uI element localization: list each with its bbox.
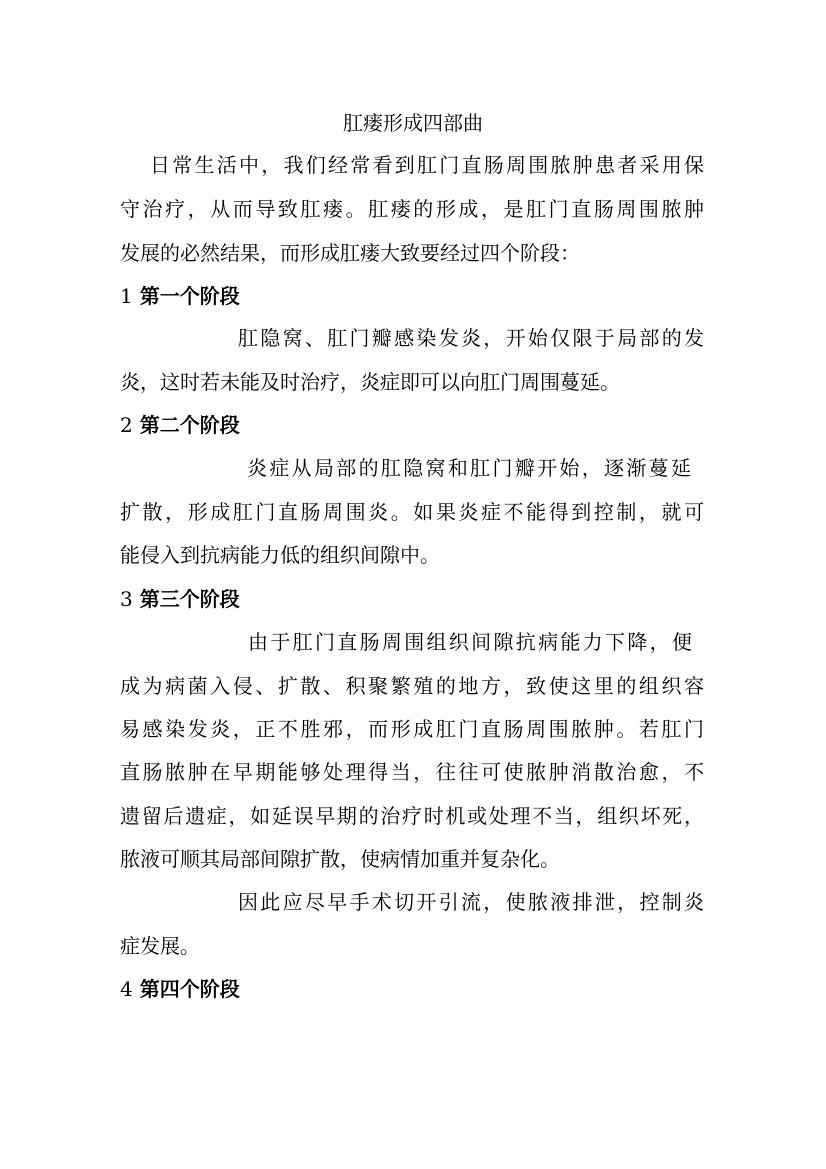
stage-title: 第三个阶段: [139, 587, 240, 611]
stage-number: 2: [120, 413, 133, 437]
stage-body-line: 直肠脓肿在早期能够处理得当，往往可使脓肿消散治愈，不: [120, 760, 704, 784]
stage-heading: [120, 974, 720, 1004]
stage-body-line: 炎，这时若未能及时治疗，炎症即可以向肛门周围蔓延。: [120, 370, 620, 394]
intro-line: 日常生活中，我们经常看到肛门直肠周围脓肿患者采用保: [150, 153, 704, 177]
stage-heading: [120, 410, 720, 440]
stage-body-line: 扩散，形成肛门直肠周围炎。如果炎症不能得到控制，就可: [120, 500, 704, 524]
stage-number: 4: [120, 977, 133, 1001]
stage-title: 第二个阶段: [139, 413, 240, 437]
stage-body-line: 肛隐窝、肛门瓣感染发炎，开始仅限于局部的发: [238, 326, 704, 350]
document-title: 肛瘘形成四部曲: [343, 111, 483, 135]
stage-heading: [120, 281, 720, 311]
stage-body-line: 炎症从局部的肛隐窝和肛门瓣开始，逐渐蔓延: [247, 456, 691, 480]
stage-number: 1: [120, 284, 133, 308]
stage-body-line: 因此应尽早手术切开引流，使脓液排泄，控制炎: [238, 890, 704, 914]
stage-title: 第四个阶段: [139, 977, 240, 1001]
stage-body-line: 脓液可顺其局部间隙扩散，使病情加重并复杂化。: [120, 847, 560, 871]
intro-line: 发展的必然结果，而形成肛瘘大致要经过四个阶段：: [120, 241, 580, 265]
stage-body-line: 遗留后遗症，如延误早期的治疗时机或处理不当，组织坏死，: [120, 804, 704, 828]
stage-body-line: 易感染发炎，正不胜邪，而形成肛门直肠周围脓肿。若肛门: [120, 717, 704, 741]
stage-body-line: 能侵入到抗病能力低的组织间隙中。: [120, 543, 440, 567]
stage-heading: [120, 584, 720, 614]
stage-body-line: 由于肛门直肠周围组织间隙抗病能力下降，便: [248, 630, 692, 654]
stage-body-line: 成为病菌入侵、扩散、积聚繁殖的地方，致使这里的组织容: [120, 674, 704, 698]
stage-body-line: 症发展。: [120, 934, 200, 958]
stage-title: 第一个阶段: [139, 284, 240, 308]
stage-number: 3: [120, 587, 133, 611]
intro-line: 守治疗，从而导致肛瘘。肛瘘的形成，是肛门直肠周围脓肿: [120, 197, 704, 221]
